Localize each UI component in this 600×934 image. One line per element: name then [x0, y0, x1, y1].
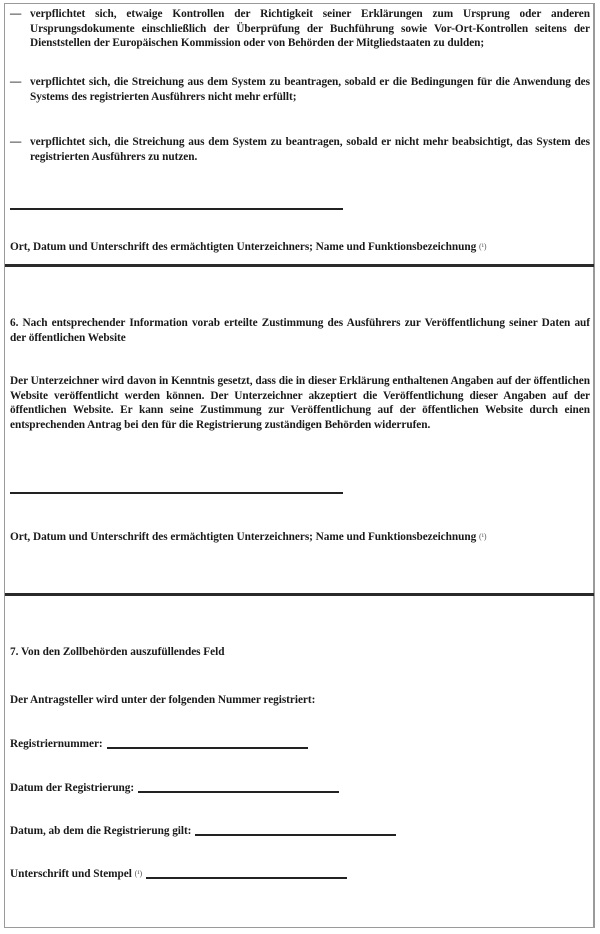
- footnote-ref: (¹): [134, 869, 143, 878]
- section-7-heading: 7. Von den Zollbehörden auszufüllendes Feld: [10, 646, 225, 658]
- footnote-ref: (¹): [478, 242, 487, 251]
- field-registration-date: [10, 781, 339, 796]
- signature-caption: [10, 240, 487, 255]
- dash-marker: —: [10, 136, 22, 148]
- field-label: Unterschrift und Stempel: [10, 868, 132, 880]
- field-label: Datum, ab dem die Registrierung gilt:: [10, 825, 192, 837]
- registration-date-input[interactable]: [138, 791, 339, 793]
- signature-line[interactable]: [10, 208, 343, 210]
- field-signature-stamp: [10, 867, 347, 882]
- obligation-bullet: [10, 7, 590, 51]
- field-label: Registriernummer:: [10, 738, 103, 750]
- obligation-bullet: [10, 135, 590, 164]
- obligation-text: verpflichtet sich, etwaige Kontrollen der Richtigkeit seiner Erklärungen zum Ursprung oder anderen Ursprungsdokumente einschließlich der Überprüfung der Buchführung sowie Vor-Ort-Kontrollen seitens der Dienststellen der Europäischen Kommission oder von Behörden der Mitgliedstaaten zu dulden;: [30, 8, 590, 50]
- section-6-heading: 6. Nach entsprechender Information vorab erteilte Zustimmung des Ausführers zur Veröffentlichung seiner Daten auf der öffentlichen Website: [10, 317, 590, 344]
- field-label: Datum der Registrierung:: [10, 782, 135, 794]
- obligation-text: verpflichtet sich, die Streichung aus dem System zu beantragen, sobald er nicht mehr beabsichtigt, das System des registrierten Ausführers zu nutzen.: [30, 136, 590, 163]
- section-divider: [5, 264, 594, 267]
- footnote-ref: (¹): [478, 532, 487, 541]
- signature-line[interactable]: [10, 492, 343, 494]
- section-divider: [5, 593, 594, 596]
- valid-from-date-input[interactable]: [195, 834, 396, 836]
- dash-marker: —: [10, 76, 22, 88]
- obligation-bullet: [10, 75, 590, 104]
- registration-number-input[interactable]: [107, 747, 308, 749]
- signature-stamp-input[interactable]: [146, 877, 347, 879]
- field-registration-number: [10, 737, 308, 752]
- obligation-text: verpflichtet sich, die Streichung aus dem System zu beantragen, sobald er die Bedingungen für die Anwendung des Systems des registrierten Ausführers nicht mehr erfüllt;: [30, 76, 590, 103]
- registration-intro: Der Antragsteller wird unter der folgenden Nummer registriert:: [10, 694, 316, 706]
- signature-caption: [10, 530, 487, 545]
- signature-caption-text: Ort, Datum und Unterschrift des ermächtigten Unterzeichners; Name und Funktionsbezeichnung: [10, 531, 477, 543]
- field-valid-from-date: [10, 824, 396, 839]
- dash-marker: —: [10, 8, 22, 20]
- consent-paragraph: Der Unterzeichner wird davon in Kenntnis gesetzt, dass die in dieser Erklärung enthaltenen Angaben auf der öffentlichen Website veröffentlicht werden können. Der Unterzeichner akzeptiert die Veröffentlichung dieser Angaben auf der öffentlichen Website. Er kann seine Zustimmung zur Veröffentlichung auf der öffentlichen Website durch einen entsprechenden Antrag bei den für die Registrierung zuständigen Behörden widerrufen.: [10, 375, 590, 431]
- signature-caption-text: Ort, Datum und Unterschrift des ermächtigten Unterzeichners; Name und Funktionsbezeichnung: [10, 241, 477, 253]
